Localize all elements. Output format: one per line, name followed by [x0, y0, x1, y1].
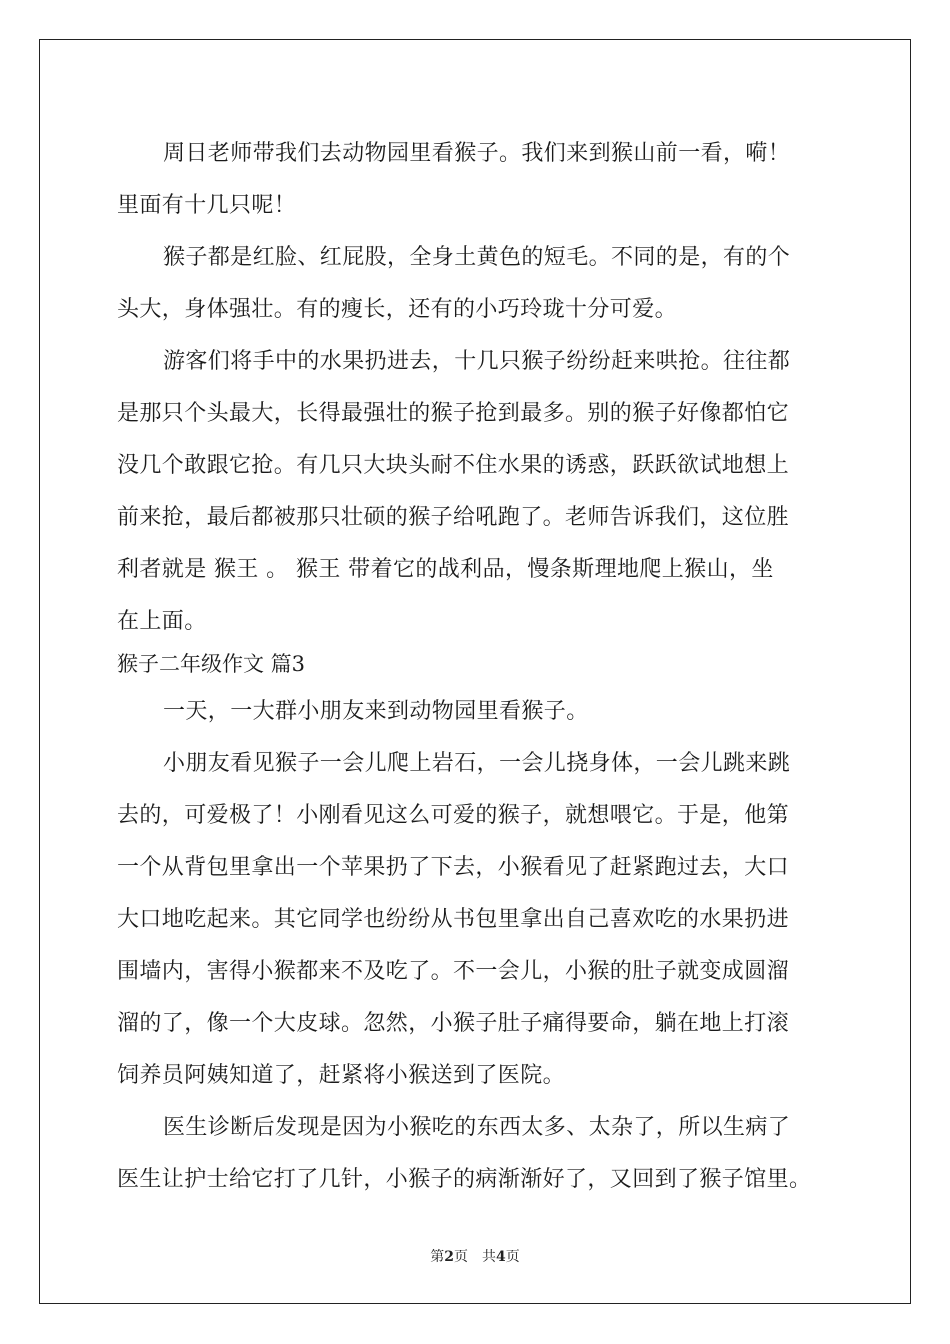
paragraph — [117, 336, 847, 648]
page-footer — [0, 1246, 950, 1266]
text-line: 小朋友看见猴子一会儿爬上岩石，一会儿挠身体，一会儿跳来跳 — [163, 751, 791, 776]
text-line: 利者就是 猴王 。 猴王 带着它的战利品，慢条斯理地爬上猴山，坐 — [117, 557, 774, 582]
text-line: 围墙内，害得小猴都来不及吃了。不一会儿，小猴的肚子就变成圆溜 — [117, 959, 790, 984]
paragraph — [117, 738, 847, 1102]
page-number-prefix: 第 — [430, 1249, 445, 1265]
total-pages-prefix: 共 — [482, 1249, 496, 1265]
total-pages: 4 — [496, 1249, 506, 1265]
text-line: 在上面。 — [117, 609, 207, 634]
document-body — [117, 128, 847, 1206]
page-number-suffix: 页 — [454, 1249, 468, 1265]
text-line: 一天，一大群小朋友来到动物园里看猴子。 — [163, 699, 589, 724]
paragraph — [117, 128, 847, 232]
text-line: 前来抢，最后都被那只壮硕的猴子给吼跑了。老师告诉我们，这位胜 — [117, 505, 790, 530]
text-line: 游客们将手中的水果扔进去，十几只猴子纷纷赶来哄抢。往往都 — [163, 349, 791, 374]
text-line: 去的，可爱极了！小刚看见这么可爱的猴子，就想喂它。于是，他第 — [117, 803, 790, 828]
text-line: 没几个敢跟它抢。有几只大块头耐不住水果的诱惑，跃跃欲试地想上 — [117, 453, 790, 478]
section-heading: 猴子二年级作文 篇3 — [117, 652, 306, 676]
text-line: 猴子都是红脸、红屁股，全身土黄色的短毛。不同的是，有的个 — [163, 245, 791, 270]
text-line: 是那只个头最大，长得最强壮的猴子抢到最多。别的猴子好像都怕它 — [117, 401, 790, 426]
paragraph — [117, 232, 847, 336]
text-line: 医生诊断后发现是因为小猴吃的东西太多、太杂了，所以生病了 — [163, 1115, 791, 1140]
text-line: 大口地吃起来。其它同学也纷纷从书包里拿出自己喜欢吃的水果扔进 — [117, 907, 790, 932]
text-line: 里面有十几只呢！ — [117, 193, 297, 218]
text-line: 一个从背包里拿出一个苹果扔了下去，小猴看见了赶紧跑过去，大口 — [117, 855, 790, 880]
text-line: 溜的了，像一个大皮球。忽然，小猴子肚子痛得要命，躺在地上打滚 — [117, 1011, 790, 1036]
total-pages-suffix: 页 — [505, 1249, 520, 1265]
text-line: 饲养员阿姨知道了，赶紧将小猴送到了医院。 — [117, 1063, 566, 1088]
paragraph — [117, 686, 847, 738]
text-line: 医生让护士给它打了几针，小猴子的病渐渐好了，又回到了猴子馆里。 — [117, 1167, 812, 1192]
text-line: 头大，身体强壮。有的瘦长，还有的小巧玲珑十分可爱。 — [117, 297, 678, 322]
paragraph — [117, 1102, 847, 1206]
text-line: 周日老师带我们去动物园里看猴子。我们来到猴山前一看，嗬！ — [163, 141, 791, 166]
page-number: 2 — [444, 1249, 454, 1265]
